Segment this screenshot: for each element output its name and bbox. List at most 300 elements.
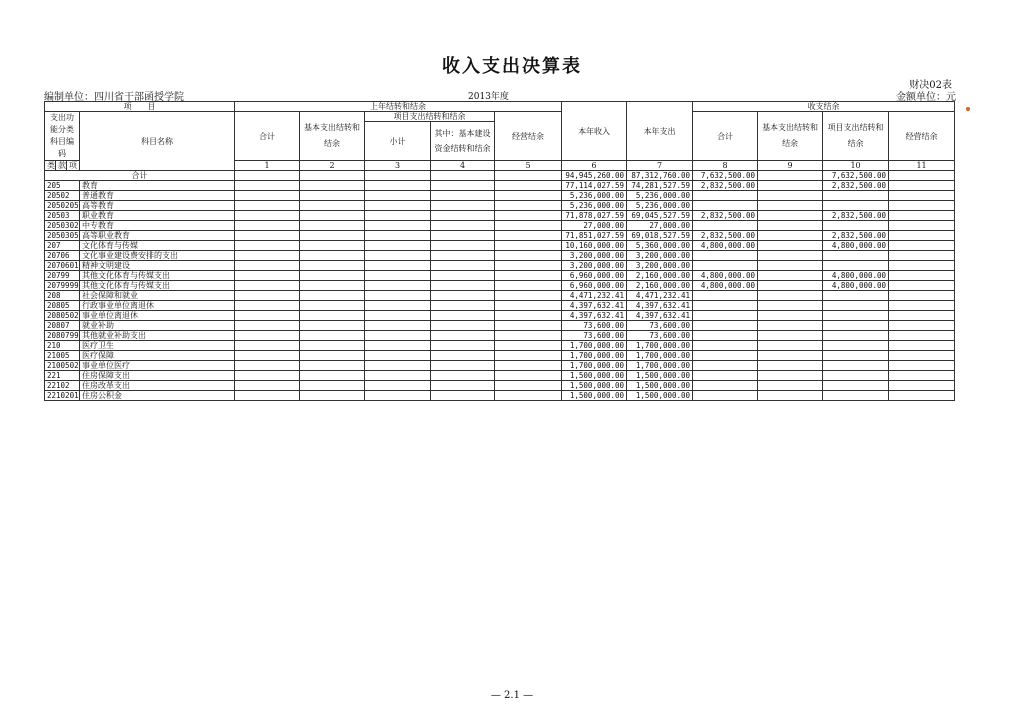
table-row (45, 321, 955, 331)
cell-col-4 (431, 321, 495, 331)
cell-col-8 (693, 381, 758, 391)
cell-col-9 (758, 381, 823, 391)
cell-col-7: 4,397,632.41 (627, 301, 693, 311)
cell-col-4 (431, 361, 495, 371)
row-name: 其他文化体育与传媒支出 (80, 281, 235, 291)
row-name: 行政事业单位离退休 (80, 301, 235, 311)
cell-col-4 (431, 291, 495, 301)
cell-col-6: 10,160,000.00 (562, 241, 627, 251)
row-name: 文化事业建设费安排的支出 (80, 251, 235, 261)
row-name: 医疗保障 (80, 351, 235, 361)
cell-col-10 (823, 371, 889, 381)
cell-col-2 (300, 221, 365, 231)
cell-col-7: 73,600.00 (627, 321, 693, 331)
table-row (45, 371, 955, 381)
cell-col-7: 1,700,000.00 (627, 351, 693, 361)
cell-col-5 (495, 341, 562, 351)
cell-col-2 (300, 231, 365, 241)
cell-col-3 (365, 251, 431, 261)
cell-col-4 (431, 301, 495, 311)
cell-col-8 (693, 201, 758, 211)
row-code: 20706 (45, 251, 80, 261)
cell-col-6: 1,700,000.00 (562, 341, 627, 351)
cell-col-9 (758, 251, 823, 261)
cell-col-10 (823, 301, 889, 311)
cell-col-11 (889, 251, 955, 261)
cell-col-3 (365, 271, 431, 281)
cell-col-2 (300, 341, 365, 351)
cell-col-11 (889, 291, 955, 301)
row-name: 医疗卫生 (80, 341, 235, 351)
cell-col-6: 5,236,000.00 (562, 191, 627, 201)
cell-col-9 (758, 361, 823, 371)
cell-col-1 (235, 291, 300, 301)
cell-col-6: 3,200,000.00 (562, 251, 627, 261)
cell-col-6: 1,700,000.00 (562, 361, 627, 371)
cell-col-8 (693, 331, 758, 341)
cell-col-1 (235, 331, 300, 341)
cell-col-8: 2,832,500.00 (693, 211, 758, 221)
cell-col-5 (495, 191, 562, 201)
cell-col-3 (365, 211, 431, 221)
cell-col-1 (235, 191, 300, 201)
cell-col-6: 94,945,260.00 (562, 171, 627, 181)
col-num-8: 8 (693, 161, 758, 171)
row-code: 2050205 (45, 201, 80, 211)
cell-col-6: 6,960,000.00 (562, 271, 627, 281)
row-name: 职业教育 (80, 211, 235, 221)
cell-col-4 (431, 351, 495, 361)
cell-col-1 (235, 221, 300, 231)
row-name: 普通教育 (80, 191, 235, 201)
table-row (45, 341, 955, 351)
col-num-1: 1 (235, 161, 300, 171)
row-code: 20799 (45, 271, 80, 281)
cell-col-11 (889, 271, 955, 281)
cell-col-1 (235, 301, 300, 311)
cell-col-8 (693, 321, 758, 331)
col-num-5: 5 (495, 161, 562, 171)
report-title: 收入支出决算表 (442, 56, 582, 77)
cell-col-8 (693, 341, 758, 351)
cell-col-6: 27,000.00 (562, 221, 627, 231)
amount-unit: 金额单位：元 (896, 92, 956, 103)
cell-col-4 (431, 181, 495, 191)
cell-col-2 (300, 191, 365, 201)
cell-col-4 (431, 241, 495, 251)
cell-col-6: 4,471,232.41 (562, 291, 627, 301)
cell-col-6: 73,600.00 (562, 331, 627, 341)
cell-col-3 (365, 351, 431, 361)
row-name: 就业补助 (80, 321, 235, 331)
cell-col-9 (758, 171, 823, 181)
cell-col-2 (300, 321, 365, 331)
header-func-class: 支出功能分类科目编码 (45, 112, 80, 161)
table-row (45, 221, 955, 231)
cell-col-4 (431, 231, 495, 241)
cell-col-1 (235, 251, 300, 261)
cell-col-11 (889, 181, 955, 191)
cell-col-8 (693, 191, 758, 201)
header-subject: 科目名称 (80, 112, 235, 171)
cell-col-10 (823, 311, 889, 321)
cell-col-9 (758, 181, 823, 191)
cell-col-3 (365, 381, 431, 391)
cell-col-4 (431, 271, 495, 281)
cell-col-10 (823, 321, 889, 331)
header-ye-proj: 项目支出结转和结余 (823, 112, 889, 161)
cell-col-11 (889, 321, 955, 331)
cell-col-7: 1,500,000.00 (627, 381, 693, 391)
row-name: 事业单位医疗 (80, 361, 235, 371)
row-name: 其他就业补助支出 (80, 331, 235, 341)
header-project: 项 目 (45, 102, 235, 112)
cell-col-9 (758, 351, 823, 361)
cell-col-10 (823, 291, 889, 301)
cell-col-3 (365, 301, 431, 311)
cell-col-11 (889, 301, 955, 311)
cell-col-2 (300, 381, 365, 391)
header-prev-oper: 经营结余 (495, 112, 562, 161)
cell-col-6: 4,397,632.41 (562, 301, 627, 311)
report-year: 2013年度 (468, 92, 509, 102)
table-body (45, 171, 955, 401)
cell-col-10: 2,832,500.00 (823, 211, 889, 221)
cell-col-8: 7,632,500.00 (693, 171, 758, 181)
cell-col-5 (495, 291, 562, 301)
cell-col-8 (693, 351, 758, 361)
cell-col-9 (758, 291, 823, 301)
cell-col-11 (889, 361, 955, 371)
cell-col-5 (495, 211, 562, 221)
cell-col-9 (758, 341, 823, 351)
row-code: 221 (45, 371, 80, 381)
cell-col-10 (823, 361, 889, 371)
cell-col-4 (431, 171, 495, 181)
cell-col-3 (365, 171, 431, 181)
cell-col-1 (235, 211, 300, 221)
cell-col-6: 73,600.00 (562, 321, 627, 331)
cell-col-2 (300, 201, 365, 211)
row-code: 210 (45, 341, 80, 351)
col-num-3: 3 (365, 161, 431, 171)
table-row (45, 261, 955, 271)
cell-col-1 (235, 181, 300, 191)
cell-col-5 (495, 331, 562, 341)
cell-col-2 (300, 261, 365, 271)
cell-col-10: 4,800,000.00 (823, 281, 889, 291)
cell-col-10: 7,632,500.00 (823, 171, 889, 181)
row-code: 2100502 (45, 361, 80, 371)
cell-col-7: 5,360,000.00 (627, 241, 693, 251)
cell-col-11 (889, 261, 955, 271)
cell-col-7: 4,397,632.41 (627, 311, 693, 321)
cell-col-4 (431, 211, 495, 221)
cell-col-10 (823, 391, 889, 401)
cell-col-3 (365, 281, 431, 291)
cell-col-1 (235, 311, 300, 321)
cell-col-9 (758, 281, 823, 291)
col-num-10: 10 (823, 161, 889, 171)
cell-col-8 (693, 371, 758, 381)
table-row (45, 281, 955, 291)
cell-col-9 (758, 331, 823, 341)
col-num-9: 9 (758, 161, 823, 171)
cell-col-5 (495, 241, 562, 251)
cell-col-4 (431, 331, 495, 341)
cell-col-2 (300, 391, 365, 401)
col-num-2: 2 (300, 161, 365, 171)
cell-col-1 (235, 381, 300, 391)
cell-col-4 (431, 381, 495, 391)
row-code: 21005 (45, 351, 80, 361)
row-code: 20502 (45, 191, 80, 201)
row-code: 20807 (45, 321, 80, 331)
row-name: 合计 (45, 171, 235, 181)
cell-col-8 (693, 301, 758, 311)
cell-col-2 (300, 251, 365, 261)
header-expense: 本年支出 (627, 102, 693, 161)
table-row (45, 391, 955, 401)
cell-col-1 (235, 371, 300, 381)
row-code: 2080502 (45, 311, 80, 321)
income-expense-table (44, 101, 955, 401)
cell-col-11 (889, 221, 955, 231)
row-name: 住房保障支出 (80, 371, 235, 381)
cell-col-7: 1,700,000.00 (627, 341, 693, 351)
cell-col-3 (365, 361, 431, 371)
cell-col-6: 4,397,632.41 (562, 311, 627, 321)
cell-col-7: 74,281,527.59 (627, 181, 693, 191)
table-row (45, 291, 955, 301)
cell-col-4 (431, 251, 495, 261)
cell-col-2 (300, 311, 365, 321)
cell-col-11 (889, 231, 955, 241)
cell-col-7: 3,200,000.00 (627, 261, 693, 271)
cell-col-10: 2,832,500.00 (823, 231, 889, 241)
cell-col-2 (300, 371, 365, 381)
cell-col-4 (431, 391, 495, 401)
cell-col-11 (889, 241, 955, 251)
red-dot-mark (966, 107, 970, 111)
cell-col-1 (235, 281, 300, 291)
cell-col-7: 69,018,527.59 (627, 231, 693, 241)
cell-col-9 (758, 311, 823, 321)
row-name: 住房改革支出 (80, 381, 235, 391)
cell-col-7: 87,312,760.00 (627, 171, 693, 181)
cell-col-3 (365, 311, 431, 321)
row-name: 文化体育与传媒 (80, 241, 235, 251)
row-name: 高等教育 (80, 201, 235, 211)
row-code: 205 (45, 181, 80, 191)
cell-col-9 (758, 391, 823, 401)
header-prev-basic: 基本支出结转和结余 (300, 112, 365, 161)
row-name: 高等职业教育 (80, 231, 235, 241)
cell-col-10 (823, 351, 889, 361)
cell-col-8 (693, 311, 758, 321)
cell-col-11 (889, 351, 955, 361)
row-name: 社会保障和就业 (80, 291, 235, 301)
cell-col-8: 4,800,000.00 (693, 241, 758, 251)
cell-col-1 (235, 361, 300, 371)
cell-col-1 (235, 391, 300, 401)
row-code: 2080799 (45, 331, 80, 341)
header-ye-total: 合计 (693, 112, 758, 161)
header-cat: 类 (45, 161, 56, 171)
cell-col-1 (235, 231, 300, 241)
cell-col-11 (889, 191, 955, 201)
col-num-6: 6 (562, 161, 627, 171)
cell-col-1 (235, 271, 300, 281)
cell-col-1 (235, 341, 300, 351)
cell-col-2 (300, 241, 365, 251)
reporting-unit: 编制单位：四川省干部函授学院 (44, 92, 184, 103)
cell-col-3 (365, 201, 431, 211)
cell-col-5 (495, 271, 562, 281)
cell-col-7: 2,160,000.00 (627, 271, 693, 281)
row-name: 教育 (80, 181, 235, 191)
cell-col-5 (495, 281, 562, 291)
cell-col-8: 4,800,000.00 (693, 281, 758, 291)
cell-col-2 (300, 331, 365, 341)
col-num-11: 11 (889, 161, 955, 171)
cell-col-6: 1,500,000.00 (562, 391, 627, 401)
cell-col-5 (495, 381, 562, 391)
cell-col-8 (693, 221, 758, 231)
row-code: 208 (45, 291, 80, 301)
table-row (45, 211, 955, 221)
cell-col-1 (235, 261, 300, 271)
cell-col-11 (889, 171, 955, 181)
cell-col-5 (495, 311, 562, 321)
row-code: 2210201 (45, 391, 80, 401)
table-row (45, 201, 955, 211)
cell-col-8 (693, 361, 758, 371)
row-name: 事业单位离退休 (80, 311, 235, 321)
cell-col-4 (431, 221, 495, 231)
cell-col-2 (300, 271, 365, 281)
table-row (45, 301, 955, 311)
cell-col-11 (889, 371, 955, 381)
cell-col-5 (495, 181, 562, 191)
cell-col-11 (889, 311, 955, 321)
cell-col-9 (758, 271, 823, 281)
cell-col-11 (889, 211, 955, 221)
cell-col-7: 5,236,000.00 (627, 201, 693, 211)
cell-col-7: 5,236,000.00 (627, 191, 693, 201)
cell-col-3 (365, 291, 431, 301)
header-ye-basic: 基本支出结转和结余 (758, 112, 823, 161)
cell-col-4 (431, 261, 495, 271)
cell-col-2 (300, 281, 365, 291)
table-row (45, 381, 955, 391)
header-income: 本年收入 (562, 102, 627, 161)
cell-col-6: 71,851,027.59 (562, 231, 627, 241)
cell-col-9 (758, 221, 823, 231)
cell-col-2 (300, 171, 365, 181)
cell-col-6: 77,114,027.59 (562, 181, 627, 191)
table-row (45, 241, 955, 251)
cell-col-3 (365, 331, 431, 341)
row-code: 207 (45, 241, 80, 251)
table-row (45, 251, 955, 261)
cell-col-3 (365, 221, 431, 231)
table-row (45, 361, 955, 371)
cell-col-10: 4,800,000.00 (823, 241, 889, 251)
cell-col-5 (495, 361, 562, 371)
cell-col-10 (823, 331, 889, 341)
cell-col-10 (823, 381, 889, 391)
cell-col-8: 4,800,000.00 (693, 271, 758, 281)
cell-col-8 (693, 261, 758, 271)
table-row (45, 231, 955, 241)
row-code: 2079999 (45, 281, 80, 291)
cell-col-9 (758, 371, 823, 381)
cell-col-7: 1,500,000.00 (627, 391, 693, 401)
cell-col-6: 3,200,000.00 (562, 261, 627, 271)
cell-col-5 (495, 321, 562, 331)
cell-col-4 (431, 201, 495, 211)
cell-col-2 (300, 211, 365, 221)
header-subtotal: 小计 (365, 122, 431, 161)
header-xiang: 项 (67, 161, 80, 171)
cell-col-7: 3,200,000.00 (627, 251, 693, 261)
table-row (45, 191, 955, 201)
cell-col-8 (693, 391, 758, 401)
cell-col-4 (431, 281, 495, 291)
cell-col-7: 2,160,000.00 (627, 281, 693, 291)
cell-col-2 (300, 291, 365, 301)
cell-col-10: 2,832,500.00 (823, 181, 889, 191)
table-row (45, 181, 955, 191)
cell-col-3 (365, 231, 431, 241)
col-num-4: 4 (431, 161, 495, 171)
cell-col-7: 69,045,527.59 (627, 211, 693, 221)
cell-col-2 (300, 301, 365, 311)
cell-col-8 (693, 251, 758, 261)
cell-col-11 (889, 281, 955, 291)
cell-col-11 (889, 391, 955, 401)
cell-col-10 (823, 251, 889, 261)
row-name: 精神文明建设 (80, 261, 235, 271)
cell-col-8: 2,832,500.00 (693, 231, 758, 241)
cell-col-6: 6,960,000.00 (562, 281, 627, 291)
cell-col-2 (300, 351, 365, 361)
cell-col-2 (300, 361, 365, 371)
cell-col-1 (235, 321, 300, 331)
cell-col-11 (889, 381, 955, 391)
form-number: 财决02表 (909, 80, 952, 91)
cell-col-7: 73,600.00 (627, 331, 693, 341)
table-row (45, 331, 955, 341)
cell-col-7: 4,471,232.41 (627, 291, 693, 301)
row-code: 2050302 (45, 221, 80, 231)
cell-col-5 (495, 201, 562, 211)
row-name: 中专教育 (80, 221, 235, 231)
cell-col-5 (495, 221, 562, 231)
cell-col-8: 2,832,500.00 (693, 181, 758, 191)
cell-col-6: 71,878,027.59 (562, 211, 627, 221)
cell-col-9 (758, 301, 823, 311)
cell-col-7: 27,000.00 (627, 221, 693, 231)
col-num-7: 7 (627, 161, 693, 171)
cell-col-4 (431, 341, 495, 351)
cell-col-9 (758, 191, 823, 201)
row-code: 22102 (45, 381, 80, 391)
cell-col-11 (889, 331, 955, 341)
cell-col-10 (823, 341, 889, 351)
cell-col-1 (235, 201, 300, 211)
